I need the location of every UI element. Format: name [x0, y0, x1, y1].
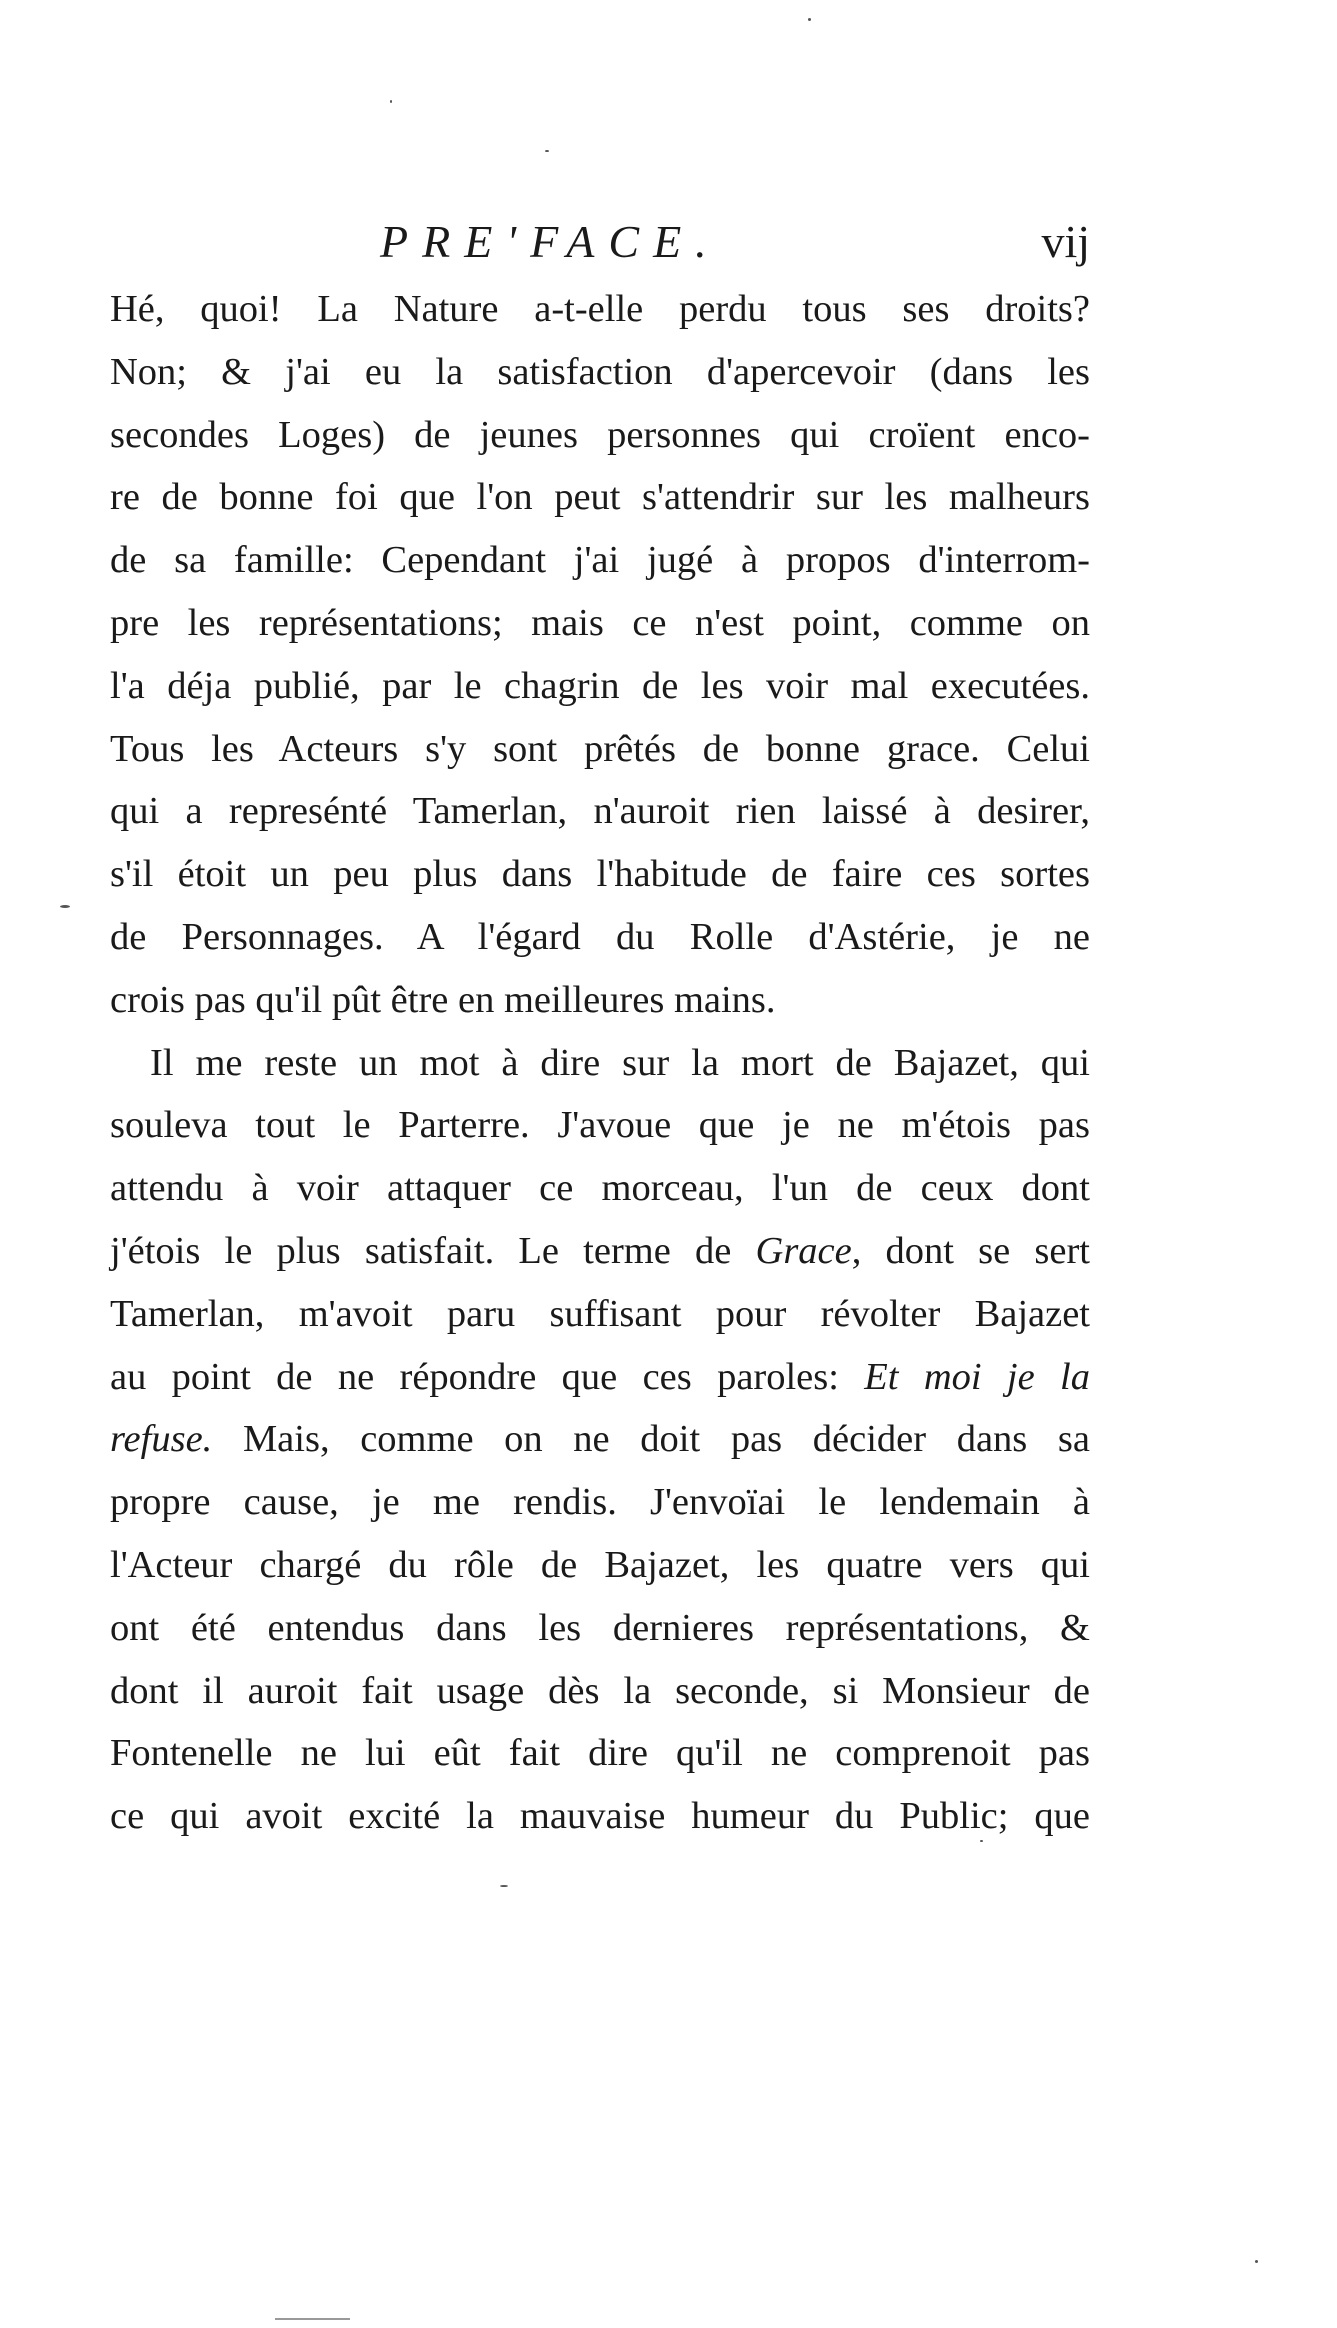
text-line: l'a déja publié, par le chagrin de les voir mal executées.: [110, 664, 1090, 707]
text-line: Tous les Acteurs s'y sont prêtés de bonne grace. Celui: [110, 727, 1090, 770]
text-line: pre les représentations; mais ce n'est point, comme on: [110, 601, 1090, 644]
text-line: propre cause, je me rendis. J'envoïai le lendemain à: [110, 1481, 1090, 1524]
bottom-rule: [275, 2318, 350, 2320]
paper-speck: [390, 100, 392, 103]
running-title: PRE'FACE.: [380, 216, 721, 267]
italic-text: Et moi je la: [864, 1355, 1090, 1398]
text-line: dont il auroit fait usage dès la seconde, si Monsieur de: [110, 1669, 1090, 1712]
paper-speck: [545, 150, 549, 152]
text-line: secondes Loges) de jeunes personnes qui croïent enco-: [110, 413, 1090, 456]
text-line: l'Acteur chargé du rôle de Bajazet, les quatre vers qui: [110, 1543, 1090, 1586]
text-line: s'il étoit un peu plus dans l'habitude de faire ces sortes: [110, 853, 1090, 896]
text-line: attendu à voir attaquer ce morceau, l'un de ceux dont: [110, 1167, 1090, 1210]
italic-text: refuse.: [110, 1418, 213, 1461]
text-line: refuse. Mais, comme on ne doit pas décider dans sa: [110, 1418, 1090, 1461]
paper-speck: [60, 905, 70, 908]
text-line: ont été entendus dans les dernieres représentations, &: [110, 1606, 1090, 1649]
paper-speck: [500, 1885, 508, 1887]
text-line: crois pas qu'il pût être en meilleures mains.: [110, 978, 776, 1021]
text-line: Fontenelle ne lui eût fait dire qu'il ne comprenoit pas: [110, 1732, 1090, 1775]
text-line: de Personnages. A l'égard du Rolle d'Astérie, je ne: [110, 915, 1090, 958]
paragraph-2: [110, 1032, 1090, 1848]
text-line: souleva tout le Parterre. J'avoue que je ne m'étois pas: [110, 1104, 1090, 1147]
text-line: qui a represénté Tamerlan, n'auroit rien laissé à desirer,: [110, 790, 1090, 833]
italic-text: Grace: [755, 1229, 852, 1272]
paper-speck: [1255, 2260, 1258, 2263]
running-head: [110, 212, 1090, 272]
text-line: Il me reste un mot à dire sur la mort de Bajazet, qui: [150, 1041, 1090, 1084]
paper-speck: [980, 1840, 983, 1842]
text-line: de sa famille: Cependant j'ai jugé à propos d'interrom-: [110, 539, 1090, 582]
page-number: vij: [1041, 216, 1090, 267]
text-line: j'étois le plus satisfait. Le terme de Grace, dont se sert: [110, 1229, 1090, 1272]
body-text: [110, 278, 1090, 1848]
text-line: Tamerlan, m'avoit paru suffisant pour révolter Bajazet: [110, 1292, 1090, 1335]
text-line: re de bonne foi que l'on peut s'attendrir sur les malheurs: [110, 476, 1090, 519]
text-line: Hé, quoi! La Nature a-t-elle perdu tous ses droits?: [110, 288, 1090, 330]
text-line: au point de ne répondre que ces paroles: Et moi je la: [110, 1355, 1090, 1398]
text-line: ce qui avoit excité la mauvaise humeur du Public; que: [110, 1795, 1090, 1838]
text-line: Non; & j'ai eu la satisfaction d'apercevoir (dans les: [110, 350, 1090, 393]
paper-speck: [808, 18, 811, 21]
paragraph-1: [110, 278, 1090, 1032]
